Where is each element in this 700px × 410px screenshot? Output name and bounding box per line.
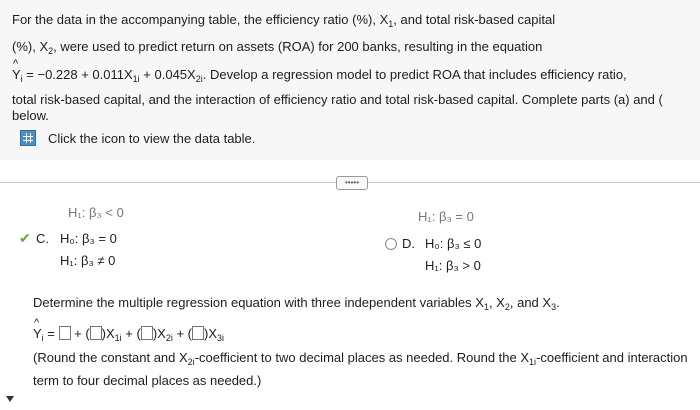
- x2-coefficient-input[interactable]: [141, 326, 153, 340]
- option-c-h1[interactable]: H₁: β₃ ≠ 0: [60, 253, 116, 268]
- scroll-down-arrow-icon[interactable]: [6, 396, 14, 402]
- option-c-h0[interactable]: H₀: β₃ = 0: [60, 231, 117, 246]
- x3-coefficient-input[interactable]: [192, 326, 204, 340]
- option-d-h1[interactable]: H₁: β₃ > 0: [425, 258, 481, 273]
- expand-more-button[interactable]: •••••: [336, 176, 368, 190]
- question-line-1: For the data in the accompanying table, the efficiency ratio (%), $X_1$, and total risk-based capital: [12, 12, 556, 29]
- data-table-link[interactable]: Click the icon to view the data table.: [48, 131, 256, 146]
- question-line-2: (%), $X_2$, were used to predict return on assets (ROA) for 200 banks, resulting in the equation: [12, 39, 543, 56]
- option-c-letter[interactable]: C.: [36, 231, 49, 246]
- option-b-h1-partial: H₁: β₃ < 0: [68, 205, 124, 220]
- data-table-icon[interactable]: [20, 130, 36, 146]
- answer-equation: ^ $Y_i$ = + ( )$X_{1i}$ + ( )$X_{2i}$ + ( )$X_{3i}$: [33, 326, 224, 343]
- question-line-4: total risk-based capital, and the interaction of efficiency ratio and total risk-based capital. Complete parts (a) and (: [12, 92, 663, 107]
- question-equation-line: ^ $Y_i = -0.228 + 0.011X_{1i} + 0.045X_{2i}$. Develop a regression model to predict ROA that includes efficiency ratio,: [12, 67, 627, 84]
- rounding-note-line-1: (Round the constant and $X_{2i}$-coefficient to two decimal places as needed. Round the $X_{1i}$-coefficient and interaction: [33, 350, 688, 367]
- question-line-5: below.: [12, 108, 49, 123]
- x1-coefficient-input[interactable]: [90, 326, 102, 340]
- constant-input[interactable]: [59, 326, 71, 340]
- option-d-radio[interactable]: [385, 238, 397, 250]
- rounding-note-line-2: term to four decimal places as needed.): [33, 373, 262, 388]
- option-d-letter[interactable]: D.: [402, 236, 415, 251]
- correct-check-icon: ✔: [19, 230, 31, 246]
- option-top-right-h1-partial: H₁: β₃ = 0: [418, 209, 474, 224]
- part-b-prompt: Determine the multiple regression equation with three independent variables $X_1$, $X_2$, and $X_3$.: [33, 295, 560, 312]
- option-d-h0[interactable]: H₀: β₃ ≤ 0: [425, 236, 482, 251]
